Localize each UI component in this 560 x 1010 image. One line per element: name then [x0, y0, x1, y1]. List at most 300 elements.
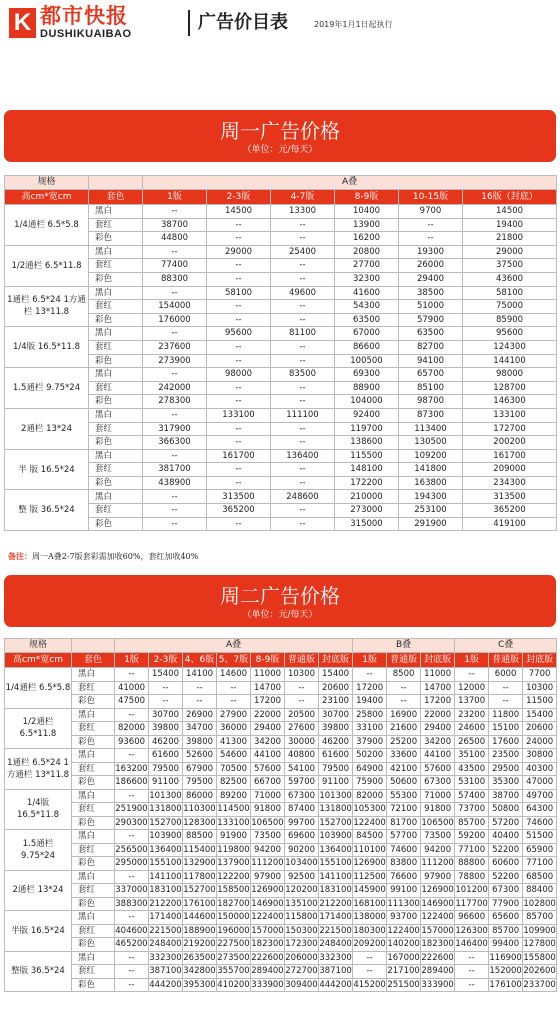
price-cell: 136400: [271, 449, 335, 463]
color-type: 套红: [72, 965, 115, 979]
price-cell: 116900: [489, 952, 522, 963]
table-row: [5, 978, 557, 992]
price-cell: 217100: [387, 966, 420, 976]
color-type: 彩色: [89, 272, 143, 286]
price-cell: 91800: [421, 803, 455, 817]
price-cell: 183100: [319, 885, 352, 895]
price-cell: 34700: [183, 722, 217, 736]
price-cell: 13900: [335, 218, 399, 232]
price-cell: 40800: [285, 749, 319, 763]
color-type: 黑白: [72, 668, 115, 682]
price-cell: 82700: [399, 340, 463, 354]
price-cell: 86600: [335, 340, 399, 354]
price-cell: --: [207, 476, 271, 490]
price-cell: 88800: [455, 857, 489, 871]
price-cell: --: [143, 286, 207, 300]
price-cell: 95600: [463, 327, 557, 341]
price-cell: 333900: [421, 979, 454, 990]
price-cell: 72100: [387, 803, 421, 817]
price-cell: 126300: [455, 925, 488, 936]
ad-size: 2通栏 13*24: [5, 870, 72, 911]
price-cell: 81100: [271, 327, 335, 341]
color-type: 套红: [89, 218, 143, 232]
table-row: [5, 789, 557, 803]
price-cell: 57400: [455, 789, 489, 803]
price-cell: --: [271, 395, 335, 409]
price-cell: 115800: [285, 912, 318, 922]
price-cell: 141800: [399, 463, 463, 477]
size-header: 高cm*宽cm: [5, 190, 89, 205]
price-cell: --: [455, 978, 489, 992]
price-cell: 14500: [207, 205, 271, 219]
page-column-header: 封底版: [421, 653, 455, 668]
price-cell: 419100: [463, 517, 557, 531]
price-cell: 46200: [149, 735, 183, 749]
price-cell: 182700: [217, 898, 250, 909]
price-cell: --: [183, 681, 217, 695]
price-cell: 57700: [387, 830, 421, 844]
price-cell: --: [207, 422, 271, 436]
color-type: 彩色: [72, 938, 115, 952]
price-cell: 19400: [463, 218, 557, 232]
price-cell: 194300: [399, 490, 463, 504]
price-cell: 13700: [455, 695, 489, 709]
price-cell: 92500: [285, 870, 319, 884]
table-row: [5, 857, 557, 871]
price-cell: 183100: [149, 885, 182, 895]
price-cell: 315000: [335, 517, 399, 531]
price-cell: 222600: [251, 952, 284, 963]
color-type: 套红: [72, 803, 115, 817]
price-cell: 131800: [319, 804, 352, 814]
price-cell: 89200: [217, 789, 251, 803]
price-cell: 40300: [523, 762, 557, 776]
price-cell: 404600: [115, 925, 148, 936]
color-type: 彩色: [89, 232, 143, 246]
price-cell: 73700: [455, 803, 489, 817]
color-type: 黑白: [72, 749, 115, 763]
color-type: 套红: [72, 681, 115, 695]
price-cell: 200200: [463, 436, 557, 450]
price-cell: 54600: [217, 749, 251, 763]
group-header: C叠: [455, 639, 557, 653]
price-cell: --: [149, 681, 183, 695]
price-cell: 101300: [319, 790, 352, 801]
price-cell: 111200: [421, 858, 454, 868]
price-cell: 157000: [421, 925, 454, 936]
color-type: 黑白: [72, 911, 115, 925]
price-cell: 98700: [399, 395, 463, 409]
price-cell: 97900: [421, 870, 455, 884]
price-cell: 29400: [251, 722, 285, 736]
tuesday-price-table: [4, 638, 557, 992]
price-cell: 172700: [463, 422, 557, 436]
table-row: [5, 695, 557, 709]
price-cell: 39800: [319, 722, 353, 736]
price-cell: 91800: [251, 803, 285, 817]
price-cell: --: [207, 272, 271, 286]
price-cell: 32300: [335, 272, 399, 286]
price-cell: 29000: [463, 245, 557, 259]
price-cell: --: [271, 354, 335, 368]
price-cell: 35300: [489, 776, 523, 790]
price-cell: --: [271, 300, 335, 314]
price-cell: 26000: [399, 259, 463, 273]
price-cell: 124300: [463, 340, 557, 354]
price-cell: 54100: [285, 762, 319, 776]
price-cell: --: [271, 218, 335, 232]
price-cell: 144100: [463, 354, 557, 368]
price-cell: 388300: [115, 898, 148, 909]
price-cell: 85700: [455, 816, 489, 830]
table-row: [5, 965, 557, 979]
price-cell: 122200: [217, 871, 250, 882]
table-row: [5, 897, 557, 911]
price-cell: 278300: [143, 395, 207, 409]
price-cell: 148100: [335, 463, 399, 477]
ad-size: 1.5通栏 9.75*24: [5, 368, 89, 409]
price-cell: 111100: [271, 408, 335, 422]
price-cell: 29400: [421, 722, 455, 736]
price-cell: 77900: [489, 897, 523, 911]
price-cell: 233700: [523, 979, 556, 990]
price-cell: 140200: [387, 939, 420, 949]
price-cell: 35100: [455, 749, 489, 763]
table-row: [5, 245, 557, 259]
price-cell: 63500: [399, 327, 463, 341]
price-cell: 136400: [149, 844, 182, 855]
price-cell: 104000: [335, 395, 399, 409]
price-cell: 106500: [251, 817, 284, 828]
price-cell: 112500: [353, 871, 386, 882]
price-cell: 75900: [353, 776, 387, 790]
price-cell: 222600: [421, 952, 454, 963]
price-cell: 387100: [319, 966, 352, 976]
price-cell: 59700: [285, 776, 319, 790]
ad-size: 1/4版 16.5*11.8: [5, 789, 72, 830]
page-column-header: 8-9版: [335, 190, 399, 205]
table-row: [5, 368, 557, 382]
price-cell: 119700: [335, 422, 399, 436]
price-cell: 54300: [335, 300, 399, 314]
ad-size: 1/4通栏 6.5*5.8: [5, 668, 72, 709]
ad-size: 整版 36.5*24: [5, 951, 72, 992]
price-cell: 71000: [421, 789, 455, 803]
price-cell: 237600: [143, 340, 207, 354]
table-row: [5, 735, 557, 749]
effective-date: 2019年1月1日起执行: [314, 20, 393, 29]
page-column-header: 普通版: [285, 653, 319, 668]
price-cell: 21600: [387, 722, 421, 736]
monday-note: [8, 550, 198, 563]
price-cell: 103900: [149, 831, 182, 841]
price-cell: 128300: [183, 817, 216, 828]
price-cell: 444200: [319, 979, 352, 990]
price-cell: 188900: [183, 925, 216, 936]
color-type: 彩色: [89, 354, 143, 368]
price-cell: 110100: [353, 844, 386, 855]
price-cell: 131800: [149, 804, 182, 814]
price-cell: 154000: [143, 300, 207, 314]
price-cell: 146900: [251, 898, 284, 909]
price-cell: 25200: [387, 735, 421, 749]
color-type: 黑白: [89, 449, 143, 463]
price-cell: 176000: [143, 313, 207, 327]
price-cell: 337000: [115, 885, 148, 895]
price-cell: 77100: [523, 857, 557, 871]
price-cell: 221500: [319, 925, 352, 936]
ad-size: 1/4通栏 6.5*5.8: [5, 205, 89, 246]
ad-size: 2通栏 13*24: [5, 408, 89, 449]
price-cell: 182300: [421, 939, 454, 949]
price-cell: 186600: [115, 777, 148, 787]
price-cell: 88300: [143, 272, 207, 286]
price-cell: 69300: [335, 368, 399, 382]
price-cell: --: [271, 463, 335, 477]
price-cell: 23200: [455, 708, 489, 722]
price-cell: 30700: [149, 708, 183, 722]
group-header: A叠: [143, 176, 557, 190]
color-type: 黑白: [89, 286, 143, 300]
price-cell: 180300: [353, 925, 386, 936]
price-cell: 50800: [489, 803, 523, 817]
price-cell: 167000: [387, 952, 420, 963]
price-cell: --: [271, 232, 335, 246]
price-cell: 51000: [399, 300, 463, 314]
price-cell: --: [143, 408, 207, 422]
price-cell: 290300: [115, 817, 148, 828]
price-cell: --: [399, 218, 463, 232]
price-cell: 157000: [251, 925, 284, 936]
color-header: 套色: [72, 653, 115, 668]
price-cell: --: [207, 300, 271, 314]
price-cell: 289400: [251, 966, 284, 976]
price-cell: --: [143, 449, 207, 463]
price-cell: 155100: [149, 858, 182, 868]
price-cell: 137900: [217, 858, 250, 868]
table-row: [5, 749, 557, 763]
price-cell: 39800: [149, 722, 183, 736]
price-cell: 109200: [399, 449, 463, 463]
price-cell: 67300: [285, 789, 319, 803]
blank-header: [89, 176, 143, 190]
price-cell: 141100: [319, 871, 352, 882]
color-type: 彩色: [72, 897, 115, 911]
price-cell: 171400: [319, 912, 352, 922]
price-cell: 11000: [421, 668, 455, 682]
price-cell: 87300: [399, 408, 463, 422]
price-cell: 57200: [489, 816, 523, 830]
price-cell: 30700: [319, 708, 353, 722]
price-cell: 27600: [285, 722, 319, 736]
color-type: 套红: [89, 463, 143, 477]
tuesday-unit: （单位：元/每天）: [242, 610, 318, 620]
price-cell: --: [115, 789, 149, 803]
table-row: [5, 205, 557, 219]
price-cell: 135100: [285, 898, 318, 909]
price-cell: 38700: [143, 218, 207, 232]
blank-header: [72, 639, 115, 653]
price-cell: 365200: [207, 504, 271, 518]
price-cell: 27900: [217, 708, 251, 722]
price-cell: 138600: [335, 436, 399, 450]
table-row: [5, 327, 557, 341]
price-cell: 38700: [489, 789, 523, 803]
price-cell: 210000: [335, 490, 399, 504]
monday-banner: [4, 110, 556, 162]
price-cell: 38500: [399, 286, 463, 300]
price-cell: 155800: [523, 952, 556, 963]
price-cell: 98000: [463, 368, 557, 382]
price-cell: 88900: [335, 381, 399, 395]
price-cell: 33100: [353, 722, 387, 736]
price-cell: 256500: [115, 844, 148, 855]
price-cell: 91900: [217, 830, 251, 844]
color-type: 套红: [89, 340, 143, 354]
price-cell: 22000: [251, 708, 285, 722]
price-cell: 67000: [335, 327, 399, 341]
price-cell: 94100: [399, 354, 463, 368]
price-cell: --: [455, 951, 489, 965]
price-cell: 78800: [455, 870, 489, 884]
price-cell: 332300: [319, 952, 352, 963]
price-cell: 15400: [319, 668, 353, 682]
table-row: [5, 803, 557, 817]
price-cell: --: [271, 259, 335, 273]
color-type: 彩色: [72, 776, 115, 790]
price-cell: --: [115, 911, 149, 925]
price-cell: 82000: [115, 722, 149, 736]
price-cell: 70500: [217, 762, 251, 776]
price-cell: 14700: [251, 681, 285, 695]
price-cell: 60600: [489, 857, 523, 871]
price-cell: --: [353, 668, 387, 682]
price-cell: 23500: [489, 749, 523, 763]
price-cell: 19400: [353, 695, 387, 709]
header: [0, 0, 560, 46]
price-cell: 387100: [149, 966, 182, 976]
price-cell: 39800: [183, 735, 217, 749]
price-cell: 176100: [183, 898, 216, 909]
color-type: 彩色: [89, 395, 143, 409]
price-cell: 206000: [285, 952, 318, 963]
table-group-header-row: [5, 176, 557, 190]
price-cell: 365200: [463, 504, 557, 518]
color-type: 黑白: [89, 245, 143, 259]
price-cell: 25400: [271, 245, 335, 259]
price-cell: 73500: [251, 830, 285, 844]
price-cell: 85100: [399, 381, 463, 395]
price-cell: 152700: [149, 817, 182, 828]
price-cell: --: [353, 965, 387, 979]
price-cell: 126900: [353, 858, 386, 868]
ad-size: 1/2通栏 6.5*11.8: [5, 708, 72, 749]
ad-size: 半版 16.5*24: [5, 911, 72, 952]
ad-size: 1/2通栏 6.5*11.8: [5, 245, 89, 286]
price-cell: 115500: [335, 449, 399, 463]
price-cell: 91100: [149, 776, 183, 790]
price-cell: 83500: [271, 368, 335, 382]
color-header: 套色: [89, 190, 143, 205]
price-cell: --: [387, 681, 421, 695]
price-cell: 42100: [387, 762, 421, 776]
price-cell: 163200: [115, 763, 148, 774]
price-cell: 105300: [353, 804, 386, 814]
price-cell: 87400: [285, 803, 319, 817]
price-cell: 91100: [319, 776, 353, 790]
price-cell: 75000: [463, 300, 557, 314]
table-row: [5, 911, 557, 925]
price-cell: 132900: [183, 858, 216, 868]
price-cell: 122400: [251, 912, 284, 922]
color-type: 彩色: [72, 978, 115, 992]
price-cell: 9700: [399, 205, 463, 219]
price-cell: 109900: [523, 925, 556, 936]
price-cell: 79500: [319, 762, 353, 776]
price-cell: 68500: [523, 870, 557, 884]
price-cell: --: [399, 232, 463, 246]
ad-size: 1通栏 6.5*24 1方通栏 13*11.8: [5, 749, 72, 790]
price-cell: --: [115, 965, 149, 979]
price-cell: 12000: [455, 681, 489, 695]
price-cell: 150300: [285, 925, 318, 936]
price-cell: 11500: [523, 695, 557, 709]
price-cell: 73500: [421, 830, 455, 844]
price-cell: 55300: [387, 789, 421, 803]
price-cell: 221500: [149, 925, 182, 936]
price-cell: 74600: [523, 816, 557, 830]
price-cell: 58100: [463, 286, 557, 300]
price-cell: 88500: [183, 830, 217, 844]
color-type: 彩色: [89, 476, 143, 490]
price-cell: 49700: [523, 789, 557, 803]
price-cell: 309400: [285, 979, 318, 990]
price-cell: 49600: [271, 286, 335, 300]
price-cell: 13300: [271, 205, 335, 219]
price-cell: 126900: [251, 885, 284, 895]
price-cell: 14500: [463, 205, 557, 219]
price-cell: 251500: [387, 979, 420, 990]
price-cell: 152700: [319, 817, 352, 828]
price-cell: 291900: [399, 517, 463, 531]
price-cell: 444200: [149, 979, 182, 990]
price-cell: 168100: [353, 898, 386, 909]
price-cell: 158500: [217, 885, 250, 895]
price-cell: 20600: [319, 681, 353, 695]
price-cell: 53100: [455, 776, 489, 790]
color-type: 套红: [72, 884, 115, 898]
price-cell: 355700: [217, 966, 250, 976]
price-cell: 99700: [285, 816, 319, 830]
price-cell: 67300: [421, 776, 455, 790]
price-cell: 101200: [455, 885, 488, 895]
price-cell: 63500: [335, 313, 399, 327]
price-cell: 248400: [149, 939, 182, 949]
price-cell: 103900: [319, 831, 352, 841]
price-cell: --: [489, 695, 523, 709]
price-cell: --: [143, 517, 207, 531]
price-cell: 289400: [421, 966, 454, 976]
monday-unit: （单位：元/每天）: [242, 145, 318, 155]
price-cell: 17200: [421, 695, 455, 709]
price-cell: 84500: [353, 830, 387, 844]
note-label: 备注：: [8, 551, 32, 561]
page-column-header: 16版（封底）: [463, 190, 557, 205]
price-cell: 93700: [387, 911, 421, 925]
price-cell: 10300: [523, 681, 557, 695]
price-cell: 272700: [285, 966, 318, 976]
spec-header: 规格: [5, 176, 89, 190]
